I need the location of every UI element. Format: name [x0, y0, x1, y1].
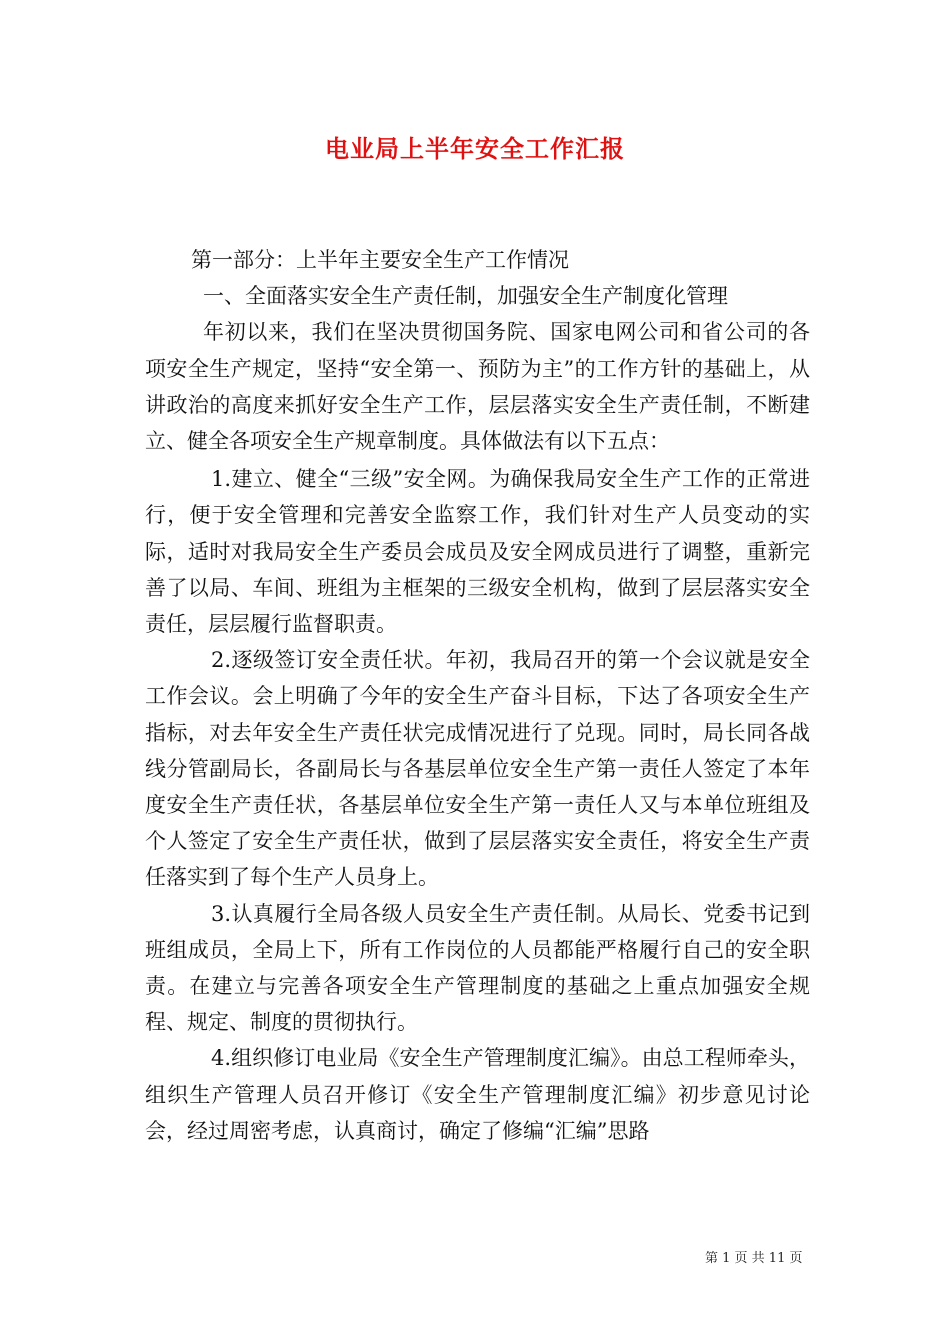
list-item: 4.组织修订电业局《安全生产管理制度汇编》。由总工程师牵头，组织生产管理人员召开修订《安全生产管理制度汇编》初步意见讨论会，经过周密考虑，认真商讨，确定了修编“汇编”思路: [145, 1046, 810, 1143]
page-number: 第 1 页 共 11 页: [705, 1251, 803, 1266]
list-item: 1.建立、健全“三级”安全网。为确保我局安全生产工作的正常进行，便于安全管理和完善安全监察工作，我们针对生产人员变动的实际，适时对我局安全生产委员会成员及安全网成员进行了调整，重新完善了以局、车间、班组为主框架的三级安全机构，做到了层层落实安全责任，层层履行监督职责。: [145, 467, 810, 637]
intro-paragraph: 年初以来，我们在坚决贯彻国务院、国家电网公司和省公司的各项安全生产规定，坚持“安全第一、预防为主”的工作方针的基础上，从讲政治的高度来抓好安全生产工作，层层落实安全生产责任制，不断建立、健全各项安全生产规章制度。具体做法有以下五点：: [145, 320, 810, 454]
section-heading: 一、全面落实安全生产责任制，加强安全生产制度化管理: [203, 284, 728, 309]
list-item: 2.逐级签订安全责任状。年初，我局召开的第一个会议就是安全工作会议。会上明确了今年的安全生产奋斗目标，下达了各项安全生产指标，对去年安全生产责任状完成情况进行了兑现。同时，局长同各战线分管副局长，各副局长与各基层单位安全生产第一责任人签定了本年度安全生产责任状，各基层单位安全生产第一责任人又与本单位班组及个人签定了安全生产责任状，做到了层层落实安全责任，将安全生产责任落实到了每个生产人员身上。: [145, 648, 810, 890]
document-title: 电业局上半年安全工作汇报: [325, 134, 625, 163]
document-body: [145, 242, 810, 1149]
list-item: 3.认真履行全局各级人员安全生产责任制。从局长、党委书记到班组成员，全局上下，所有工作岗位的人员都能严格履行自己的安全职责。在建立与完善各项安全生产管理制度的基础之上重点加强安全规程、规定、制度的贯彻执行。: [145, 901, 810, 1035]
part-heading: 第一部分：上半年主要安全生产工作情况: [191, 248, 569, 272]
